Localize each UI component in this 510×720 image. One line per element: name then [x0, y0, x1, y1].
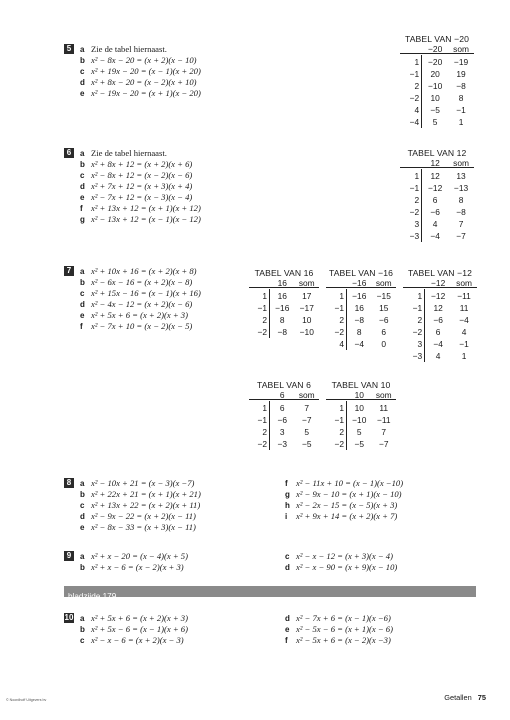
table-cell: −1 [409, 69, 420, 79]
table-cell: 3 [417, 339, 423, 349]
answer-text: x² + 8x − 20 = (x − 2)(x + 10) [91, 77, 197, 87]
answer-letter: f [285, 479, 288, 488]
answer-text: x² + 13x + 12 = (x + 1)(x + 12) [91, 203, 201, 213]
answer-text: x² − x − 12 = (x + 3)(x − 4) [296, 551, 393, 561]
table-cell: −1 [456, 105, 466, 115]
answer-line [80, 214, 201, 225]
table-cell: −3 [277, 439, 288, 449]
header-sum: som [298, 390, 315, 400]
answer-line [285, 511, 403, 522]
table-cell: 2 [417, 315, 423, 325]
table-title: TABEL VAN −16 [329, 268, 393, 278]
table-cell: 8 [458, 93, 464, 103]
answer-letter: i [285, 512, 288, 521]
answer-text: x² + 15x − 16 = (x − 1)(x + 16) [91, 288, 201, 298]
exercise-10-answers-right [285, 613, 393, 646]
table-cell: 1 [461, 351, 467, 361]
exercise-9-answers-right [285, 551, 397, 573]
answer-text: x² + 19x − 20 = (x − 1)(x + 20) [91, 66, 201, 76]
table-cell: 17 [302, 291, 312, 301]
table-cell: 10 [430, 93, 440, 103]
table-cell: 6 [432, 195, 438, 205]
answer-text: x² + 22x + 21 = (x + 1)(x + 21) [91, 489, 201, 499]
answer-letter: e [80, 311, 85, 320]
answer-line [80, 613, 188, 624]
answer-text: x² − 4x − 12 = (x + 2)(x − 6) [91, 299, 193, 309]
exercise-number: 9 [64, 551, 74, 561]
table-cell: 16 [354, 303, 364, 313]
table-cell: −6 [433, 315, 443, 325]
table-cell: −17 [299, 303, 314, 313]
table-cell: 10 [302, 315, 312, 325]
answer-line [80, 181, 201, 192]
table-cell: 7 [381, 427, 387, 437]
chapter-name: Getallen [444, 693, 472, 702]
table-cell: 15 [379, 303, 389, 313]
table-cell: −15 [376, 291, 391, 301]
table-cell: −11 [457, 291, 471, 301]
answer-text: Zie de tabel hiernaast. [91, 44, 167, 54]
answer-line [285, 489, 403, 500]
answer-line [285, 478, 403, 489]
table-cell: 2 [262, 427, 267, 437]
exercise-number: 6 [64, 148, 74, 158]
answer-line [80, 635, 188, 646]
answer-text: x² + 10x + 16 = (x + 2)(x + 8) [91, 266, 197, 276]
answer-line [80, 310, 201, 321]
table-cell: −8 [456, 81, 466, 91]
exercise-number: 5 [64, 44, 74, 54]
answer-letter: c [80, 67, 85, 76]
answer-letter: a [80, 45, 85, 54]
answer-text: x² − 2x − 15 = (x − 5)(x + 3) [296, 500, 398, 510]
table-cell: −1 [334, 415, 344, 425]
answer-text: x² − 13x + 12 = (x − 1)(x − 12) [91, 214, 201, 224]
table-header [249, 390, 319, 400]
table-cell: −4 [459, 315, 469, 325]
table-cell: −16 [352, 291, 367, 301]
answer-letter: a [80, 267, 85, 276]
answer-text: x² − 11x + 10 = (x − 1)(x −10) [296, 478, 404, 488]
answer-letter: c [80, 501, 85, 510]
table-cell: −5 [354, 439, 365, 449]
exercise-10-answers-left [80, 613, 188, 646]
answer-text: Zie de tabel hiernaast. [91, 148, 167, 158]
answer-line [80, 77, 201, 88]
table-cell: −6 [430, 207, 440, 217]
answer-letter: d [80, 512, 85, 521]
answer-text: x² − 10x + 21 = (x − 3)(x −7) [91, 478, 195, 488]
table-cell: 4 [435, 351, 441, 361]
table-cell: −1 [257, 303, 267, 313]
table-cell: 0 [381, 339, 387, 349]
factor-table [400, 34, 474, 139]
copyright-notice: © Noordhoff Uitgevers bv [6, 698, 47, 702]
header-product: 12 [430, 158, 440, 168]
table-cell: −1 [334, 303, 344, 313]
answer-text: x² − 7x + 10 = (x − 2)(x − 5) [91, 321, 193, 331]
table-cell: 6 [381, 327, 387, 337]
answer-line [80, 192, 201, 203]
table-cell: −6 [378, 315, 389, 325]
table-cell: 1 [339, 403, 344, 413]
answer-line [80, 522, 201, 533]
table-cell: −7 [301, 415, 312, 425]
answer-line [285, 562, 397, 573]
answer-line [80, 159, 201, 170]
table-cell: −2 [334, 439, 344, 449]
answer-letter: c [80, 171, 85, 180]
table-cell: 1 [458, 117, 464, 127]
table-cell: 5 [432, 117, 438, 127]
answer-letter: d [285, 563, 290, 572]
exercise-5-answers [80, 44, 201, 99]
table-cell: −4 [354, 339, 365, 349]
answer-text: x² + 5x − 6 = (x − 1)(x + 6) [91, 624, 188, 634]
exercise-7-answers [80, 266, 201, 332]
table-title: TABEL VAN 12 [407, 148, 467, 158]
answer-letter: d [80, 78, 85, 87]
header-sum: som [375, 278, 392, 288]
answer-letter: a [80, 149, 85, 158]
table-cell: −5 [430, 105, 440, 115]
table-cell: −2 [409, 93, 420, 103]
table-cell: −10 [299, 327, 314, 337]
table-cell: −1 [412, 303, 423, 313]
header-product: −12 [431, 278, 446, 288]
table-cell: −20 [428, 57, 443, 67]
answer-letter: b [80, 490, 85, 499]
answer-text: x² + x − 20 = (x − 4)(x + 5) [91, 551, 188, 561]
table-cell: 2 [262, 315, 267, 325]
exercise-6-answers [80, 148, 201, 225]
table-cell: −10 [352, 415, 367, 425]
answer-text: x² − 7x + 6 = (x − 1)(x −6) [296, 613, 391, 623]
answer-letter: d [285, 614, 290, 623]
table-cell: 12 [433, 303, 443, 313]
table-cell: 6 [435, 327, 441, 337]
header-product: 10 [354, 390, 364, 400]
table-cell: 1 [339, 291, 344, 301]
factor-table [249, 268, 319, 348]
table-cell: 5 [304, 427, 310, 437]
answer-text: x² − 8x + 12 = (x − 2)(x − 6) [91, 170, 193, 180]
answer-text: x² − 6x − 16 = (x + 2)(x − 8) [91, 277, 193, 287]
answer-line [80, 44, 201, 55]
answer-line [285, 635, 393, 646]
table-cell: 10 [354, 403, 364, 413]
answer-letter: e [285, 625, 290, 634]
table-header [249, 278, 319, 288]
header-product: 6 [279, 390, 285, 400]
table-cell: 1 [262, 291, 267, 301]
table-cell: −12 [431, 291, 446, 301]
table-cell: 4 [414, 105, 420, 115]
table-cell: −8 [354, 315, 365, 325]
answer-letter: e [80, 523, 85, 532]
table-header [326, 390, 396, 400]
exercise-number: 10 [64, 613, 74, 622]
answer-letter: f [80, 322, 83, 331]
table-cell: −13 [453, 183, 469, 193]
answer-line [80, 66, 201, 77]
table-cell: 4 [339, 339, 344, 349]
factor-table [249, 380, 319, 460]
table-cell: 11 [459, 303, 469, 313]
table-cell: −1 [409, 183, 420, 193]
answer-line [80, 266, 201, 277]
table-title: TABEL VAN −12 [408, 268, 472, 278]
header-sum: som [375, 390, 392, 400]
table-cell: 2 [414, 195, 420, 205]
answer-letter: a [80, 552, 85, 561]
header-product: 16 [277, 278, 287, 288]
header-sum: som [298, 278, 315, 288]
table-title: TABEL VAN 16 [254, 268, 314, 278]
answer-letter: b [80, 278, 85, 287]
table-cell: −8 [456, 207, 466, 217]
answer-text: x² − 9x − 10 = (x + 1)(x − 10) [296, 489, 402, 499]
table-cell: −7 [378, 439, 389, 449]
table-title: TABEL VAN 10 [331, 380, 391, 390]
table-cell: −3 [409, 231, 420, 241]
factor-table [326, 380, 396, 460]
table-cell: 6 [279, 403, 285, 413]
answer-letter: b [80, 56, 85, 65]
table-cell: −2 [334, 327, 344, 337]
table-cell: −4 [409, 117, 420, 127]
table-cell: −6 [277, 415, 288, 425]
answer-line [80, 55, 201, 66]
answer-letter: a [80, 614, 85, 623]
table-title: TABEL VAN −20 [405, 34, 469, 44]
factor-table [326, 268, 396, 363]
table-cell: 2 [339, 315, 344, 325]
answer-line [80, 551, 188, 562]
answer-text: x² + 9x + 14 = (x + 2)(x + 7) [296, 511, 398, 521]
factor-table [400, 148, 474, 253]
answer-letter: g [285, 490, 290, 499]
header-sum: som [453, 44, 469, 54]
table-cell: −5 [301, 439, 312, 449]
answer-text: x² − x − 6 = (x + 2)(x − 3) [91, 635, 184, 645]
answer-letter: f [80, 204, 83, 213]
table-cell: 12 [430, 171, 440, 181]
header-sum: som [453, 158, 469, 168]
answer-letter: d [80, 300, 85, 309]
table-cell: 2 [339, 427, 344, 437]
table-cell: −4 [433, 339, 443, 349]
answer-letter: b [80, 625, 85, 634]
table-cell: 1 [414, 171, 420, 181]
table-cell: 2 [414, 81, 420, 91]
table-cell: −4 [430, 231, 440, 241]
answer-line [80, 511, 201, 522]
answer-line [80, 277, 201, 288]
answer-line [80, 321, 201, 332]
table-header [403, 278, 477, 288]
answer-letter: c [285, 552, 290, 561]
answer-text: x² − 8x − 33 = (x + 3)(x − 11) [91, 522, 196, 532]
page-number: 75 [477, 693, 486, 702]
answer-text: x² + x − 6 = (x − 2)(x + 3) [91, 562, 184, 572]
answer-letter: e [80, 193, 85, 202]
header-sum: som [456, 278, 472, 288]
answer-line [80, 562, 188, 573]
table-cell: −19 [453, 57, 469, 67]
answer-line [80, 478, 201, 489]
table-cell: 8 [356, 327, 362, 337]
answer-text: x² − 9x − 22 = (x + 2)(x − 11) [91, 511, 196, 521]
table-cell: −16 [275, 303, 290, 313]
answer-text: x² − 5x − 6 = (x + 1)(x − 6) [296, 624, 393, 634]
answer-line [80, 148, 201, 159]
answer-line [285, 624, 393, 635]
header-product: −16 [352, 278, 367, 288]
table-cell: −11 [376, 415, 391, 425]
exercise-number: 7 [64, 266, 74, 276]
table-title: TABEL VAN 6 [257, 380, 311, 390]
table-cell: 7 [304, 403, 310, 413]
section-header [64, 586, 476, 601]
table-cell: 13 [456, 171, 466, 181]
table-cell: 20 [430, 69, 440, 79]
table-cell: 1 [414, 57, 420, 67]
answer-text: x² + 7x + 12 = (x + 3)(x + 4) [91, 181, 193, 191]
answer-letter: b [80, 160, 85, 169]
exercise-8-answers-left [80, 478, 201, 533]
exercise-9-answers-left [80, 551, 188, 573]
table-cell: 7 [458, 219, 464, 229]
table-cell: −7 [456, 231, 466, 241]
answer-text: x² + 13x + 22 = (x + 2)(x + 11) [91, 500, 201, 510]
answer-line [80, 288, 201, 299]
answer-line [285, 613, 393, 624]
answer-letter: c [80, 289, 85, 298]
answer-text: x² − 19x − 20 = (x + 1)(x − 20) [91, 88, 201, 98]
table-cell: −1 [459, 339, 469, 349]
answer-text: x² − 7x + 12 = (x − 3)(x − 4) [91, 192, 193, 202]
table-cell: 4 [432, 219, 438, 229]
answer-line [80, 203, 201, 214]
table-cell: −12 [428, 183, 443, 193]
answer-line [80, 489, 201, 500]
answer-line [80, 170, 201, 181]
table-cell: −8 [277, 327, 288, 337]
table-cell: 1 [262, 403, 267, 413]
factor-table [403, 268, 477, 373]
table-cell: −2 [257, 439, 267, 449]
table-cell: 11 [379, 403, 389, 413]
table-cell: −2 [257, 327, 267, 337]
answer-letter: c [80, 636, 85, 645]
table-cell: −3 [412, 351, 423, 361]
table-header [326, 278, 396, 288]
exercise-number: 8 [64, 478, 74, 488]
answer-line [285, 551, 397, 562]
answer-text: x² − 5x + 6 = (x − 2)(x −3) [296, 635, 391, 645]
table-cell: 5 [356, 427, 362, 437]
table-cell: 8 [458, 195, 464, 205]
answer-line [80, 624, 188, 635]
answer-text: x² − 8x − 20 = (x + 2)(x − 10) [91, 55, 197, 65]
answer-text: x² + 8x + 12 = (x + 2)(x + 6) [91, 159, 193, 169]
table-cell: 4 [461, 327, 467, 337]
table-header [400, 44, 474, 54]
answer-line [80, 299, 201, 310]
header-product: −20 [428, 44, 443, 54]
table-cell: −2 [412, 327, 423, 337]
table-cell: 16 [277, 291, 287, 301]
answer-letter: b [80, 563, 85, 572]
table-cell: −1 [257, 415, 267, 425]
table-cell: 1 [417, 291, 423, 301]
table-cell: −2 [409, 207, 420, 217]
answer-text: x² + 5x + 6 = (x + 2)(x + 3) [91, 310, 188, 320]
table-cell: −10 [428, 81, 443, 91]
answer-line [285, 500, 403, 511]
table-header [400, 158, 474, 168]
answer-line [80, 88, 201, 99]
answer-text: x² − x − 90 = (x + 9)(x − 10) [296, 562, 398, 572]
section-title: bladzijde 179 [68, 592, 117, 601]
answer-text: x² + 5x + 6 = (x + 2)(x + 3) [91, 613, 188, 623]
table-cell: 19 [456, 69, 466, 79]
answer-letter: f [285, 636, 288, 645]
answer-line [80, 500, 201, 511]
answer-letter: g [80, 215, 85, 224]
answer-letter: h [285, 501, 290, 510]
exercise-8-answers-right [285, 478, 403, 522]
answer-letter: a [80, 479, 85, 488]
table-cell: 3 [279, 427, 285, 437]
answer-letter: e [80, 89, 85, 98]
answer-letter: d [80, 182, 85, 191]
table-cell: 3 [414, 219, 420, 229]
page-footer [444, 693, 486, 702]
table-cell: 8 [279, 315, 285, 325]
